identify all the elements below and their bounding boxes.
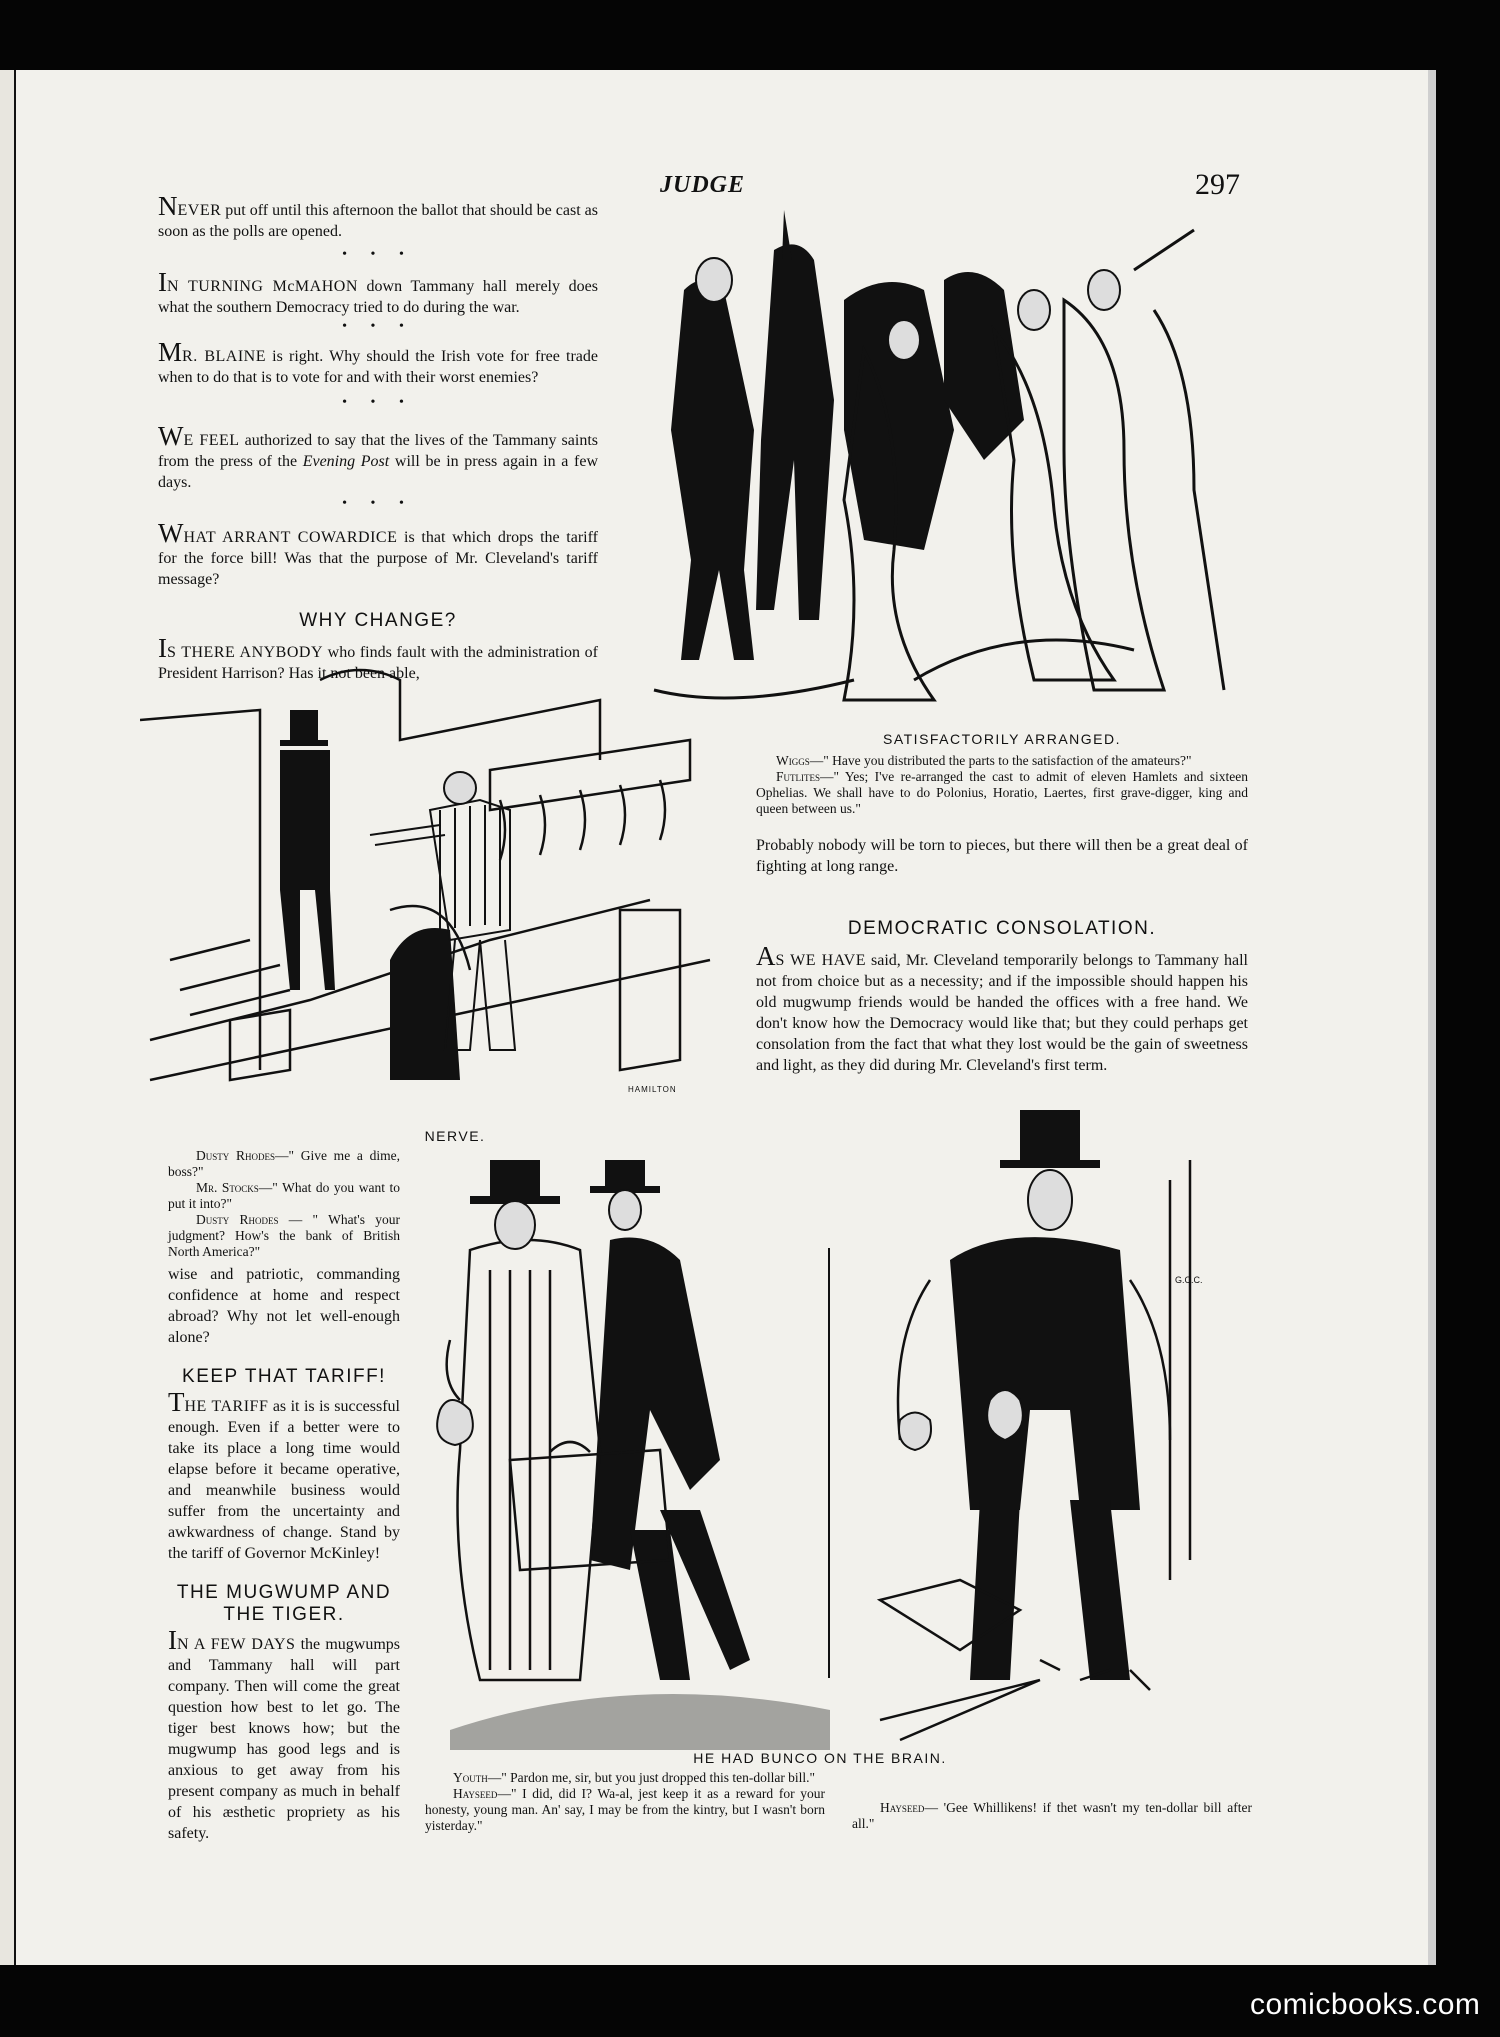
editorial-notes — [158, 191, 599, 684]
continued-paragraph: wise and patriotic, commanding confidence at home and respect abroad? Why not let well-enough alone? — [168, 1266, 400, 1346]
dialog-line: Youth—" Pardon me, sir, but you just dropped this ten-dollar bill." — [453, 1770, 816, 1785]
section-heading: DEMOCRATIC CONSOLATION. — [847, 918, 1157, 939]
note-paragraph: WHAT ARRANT COWARDICE is that which drops the tariff for the force bill! Was that the purpose of Mr. Cleveland's tariff message? — [158, 518, 598, 588]
section-paragraph: IN A FEW DAYS the mugwumps and Tammany hall will part company. Then will come the great question how best to let go. The tiger best knows how; but the mugwump has good legs and is anxious to get away from his present company as much in behalf of his æsthetic propriety as his safety. — [168, 1625, 400, 1842]
section-paragraph: IS THERE ANYBODY who finds fault with the administration of President Harrison? Has it not been able, — [158, 633, 599, 682]
watermark: comicbooks.com — [1250, 1988, 1481, 2021]
section-heading: KEEP THAT TARIFF! — [182, 1366, 386, 1387]
note-paragraph: MR. BLAINE is right. Why should the Irish vote for free trade when to do that is to vote for and with their worst enemies? — [158, 337, 598, 386]
after-paragraph: Probably nobody will be torn to pieces, but there will then be a great deal of fighting at long range. — [756, 837, 1248, 875]
panel-divider — [828, 1248, 830, 1678]
caption-nerve — [168, 1148, 400, 1260]
caption-bunco-left — [425, 1770, 825, 1834]
caption-bunco-right — [852, 1800, 1252, 1832]
dialog-line: Hayseed— 'Gee Whillikens! if thet wasn't my ten-dollar bill after all." — [852, 1800, 1252, 1831]
note-paragraph: WE FEEL authorized to say that the lives of the Tammany saints from the press of the Evening Post will be in press again in a few days. — [158, 421, 599, 491]
masthead: JUDGE — [660, 172, 746, 198]
dialog-line: Dusty Rhodes—" Give me a dime, boss?" — [168, 1148, 400, 1179]
section-heading: THE MUGWUMP AND — [176, 1582, 392, 1603]
separator: • • • — [342, 496, 414, 511]
illustration-bunco-left — [430, 1130, 830, 1750]
note-paragraph: IN TURNING McMAHON down Tammany hall merely does what the southern Democracy tried to do during the war. — [158, 267, 598, 316]
section-heading: WHY CHANGE? — [299, 610, 457, 631]
caption-title: SATISFACTORILY ARRANGED. — [882, 731, 1121, 747]
illustration-nerve — [140, 660, 720, 1120]
caption-satisfactorily — [756, 731, 1248, 877]
illustration-theatre-troupe — [614, 210, 1234, 720]
left-lower-column — [168, 1264, 400, 1844]
note-paragraph: NEVER put off until this afternoon the ballot that should be cast as soon as the polls are opened. — [158, 191, 598, 240]
page-edge — [1428, 70, 1436, 1965]
section-heading: THE TIGER. — [223, 1604, 345, 1625]
dialog-line: Futlites—" Yes; I've re-arranged the cast to admit of eleven Hamlets and sixteen Ophelias. We shall have to do Polonius, Horatio, Laertes, first grave-digger, king and queen between us." — [756, 769, 1248, 816]
illustration-bunco-right — [840, 1100, 1240, 1750]
separator: • • • — [342, 247, 414, 262]
dialog-line: Dusty Rhodes — " What's your judgment? How's the bank of British North America?" — [168, 1212, 401, 1259]
dialog-line: Wiggs—" Have you distributed the parts to the satisfaction of the amateurs?" — [776, 753, 1192, 768]
democratic-consolation — [756, 918, 1248, 1076]
artist-signature: HAMILTON — [628, 1085, 677, 1094]
separator: • • • — [342, 319, 414, 334]
section-paragraph: AS WE HAVE said, Mr. Cleveland temporarily belongs to Tammany hall not from choice but as a necessity; and if the impossible should happen his old mugwump friends would be handed the offices with a free hand. We don't know how the Democracy would like that; but they could perhaps get consolation from the fact that what they lost would be the gain of sweetness and light, as they did during Mr. Cleveland's first term. — [756, 941, 1249, 1074]
page-number: 297 — [1195, 168, 1240, 201]
binding-strip — [0, 70, 16, 1965]
caption-title: NERVE. — [424, 1128, 486, 1144]
dialog-line: Hayseed—" I did, did I? Wa-al, jest keep it as a reward for your honesty, young man. An' say, I may be from the kintry, but I wasn't born yisterday." — [425, 1786, 825, 1833]
caption-title: HE HAD BUNCO ON THE BRAIN. — [693, 1750, 947, 1766]
dialog-line: Mr. Stocks—" What do you want to put it into?" — [168, 1180, 400, 1211]
section-paragraph: THE TARIFF as it is is successful enough. Even if a better were to take its place a long time would elapse before it became operative, and meanwhile business would suffer from the uncertainty and awkwardness of change. Stand by the tariff of Governor McKinley! — [168, 1387, 400, 1562]
artist-signature: G.C.C. — [1175, 1275, 1203, 1285]
separator: • • • — [342, 395, 414, 410]
